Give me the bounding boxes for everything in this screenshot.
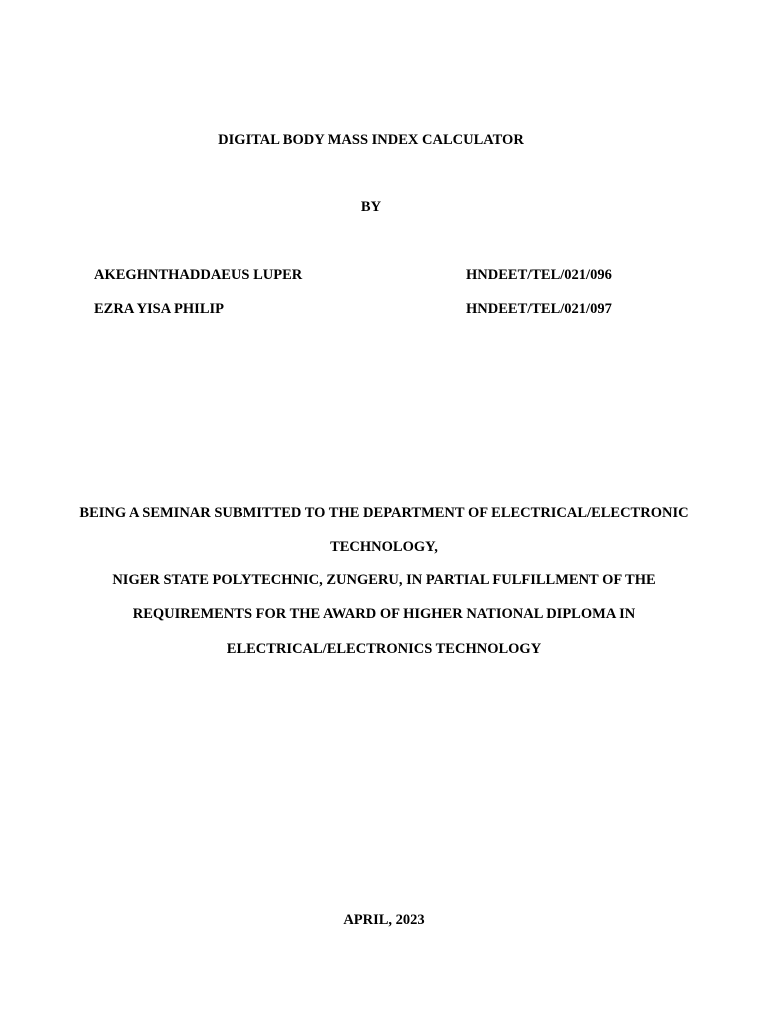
submission-line: NIGER STATE POLYTECHNIC, ZUNGERU, IN PARTIAL FULFILLMENT OF THE [112,572,656,588]
author-matric-number: HNDEET/TEL/021/097 [466,301,612,317]
submission-line: ELECTRICAL/ELECTRONICS TECHNOLOGY [226,641,542,657]
submission-date: APRIL, 2023 [343,912,425,928]
submission-line: BEING A SEMINAR SUBMITTED TO THE DEPARTMENT OF ELECTRICAL/ELECTRONIC [79,505,689,521]
by-label: BY [360,199,382,215]
submission-line: TECHNOLOGY, [330,539,438,555]
document-title: DIGITAL BODY MASS INDEX CALCULATOR [218,132,524,148]
author-name: AKEGHNTHADDAEUS LUPER [94,267,303,283]
author-matric-number: HNDEET/TEL/021/096 [466,267,612,283]
submission-line: REQUIREMENTS FOR THE AWARD OF HIGHER NATIONAL DIPLOMA IN [132,606,636,622]
author-name: EZRA YISA PHILIP [94,301,224,317]
